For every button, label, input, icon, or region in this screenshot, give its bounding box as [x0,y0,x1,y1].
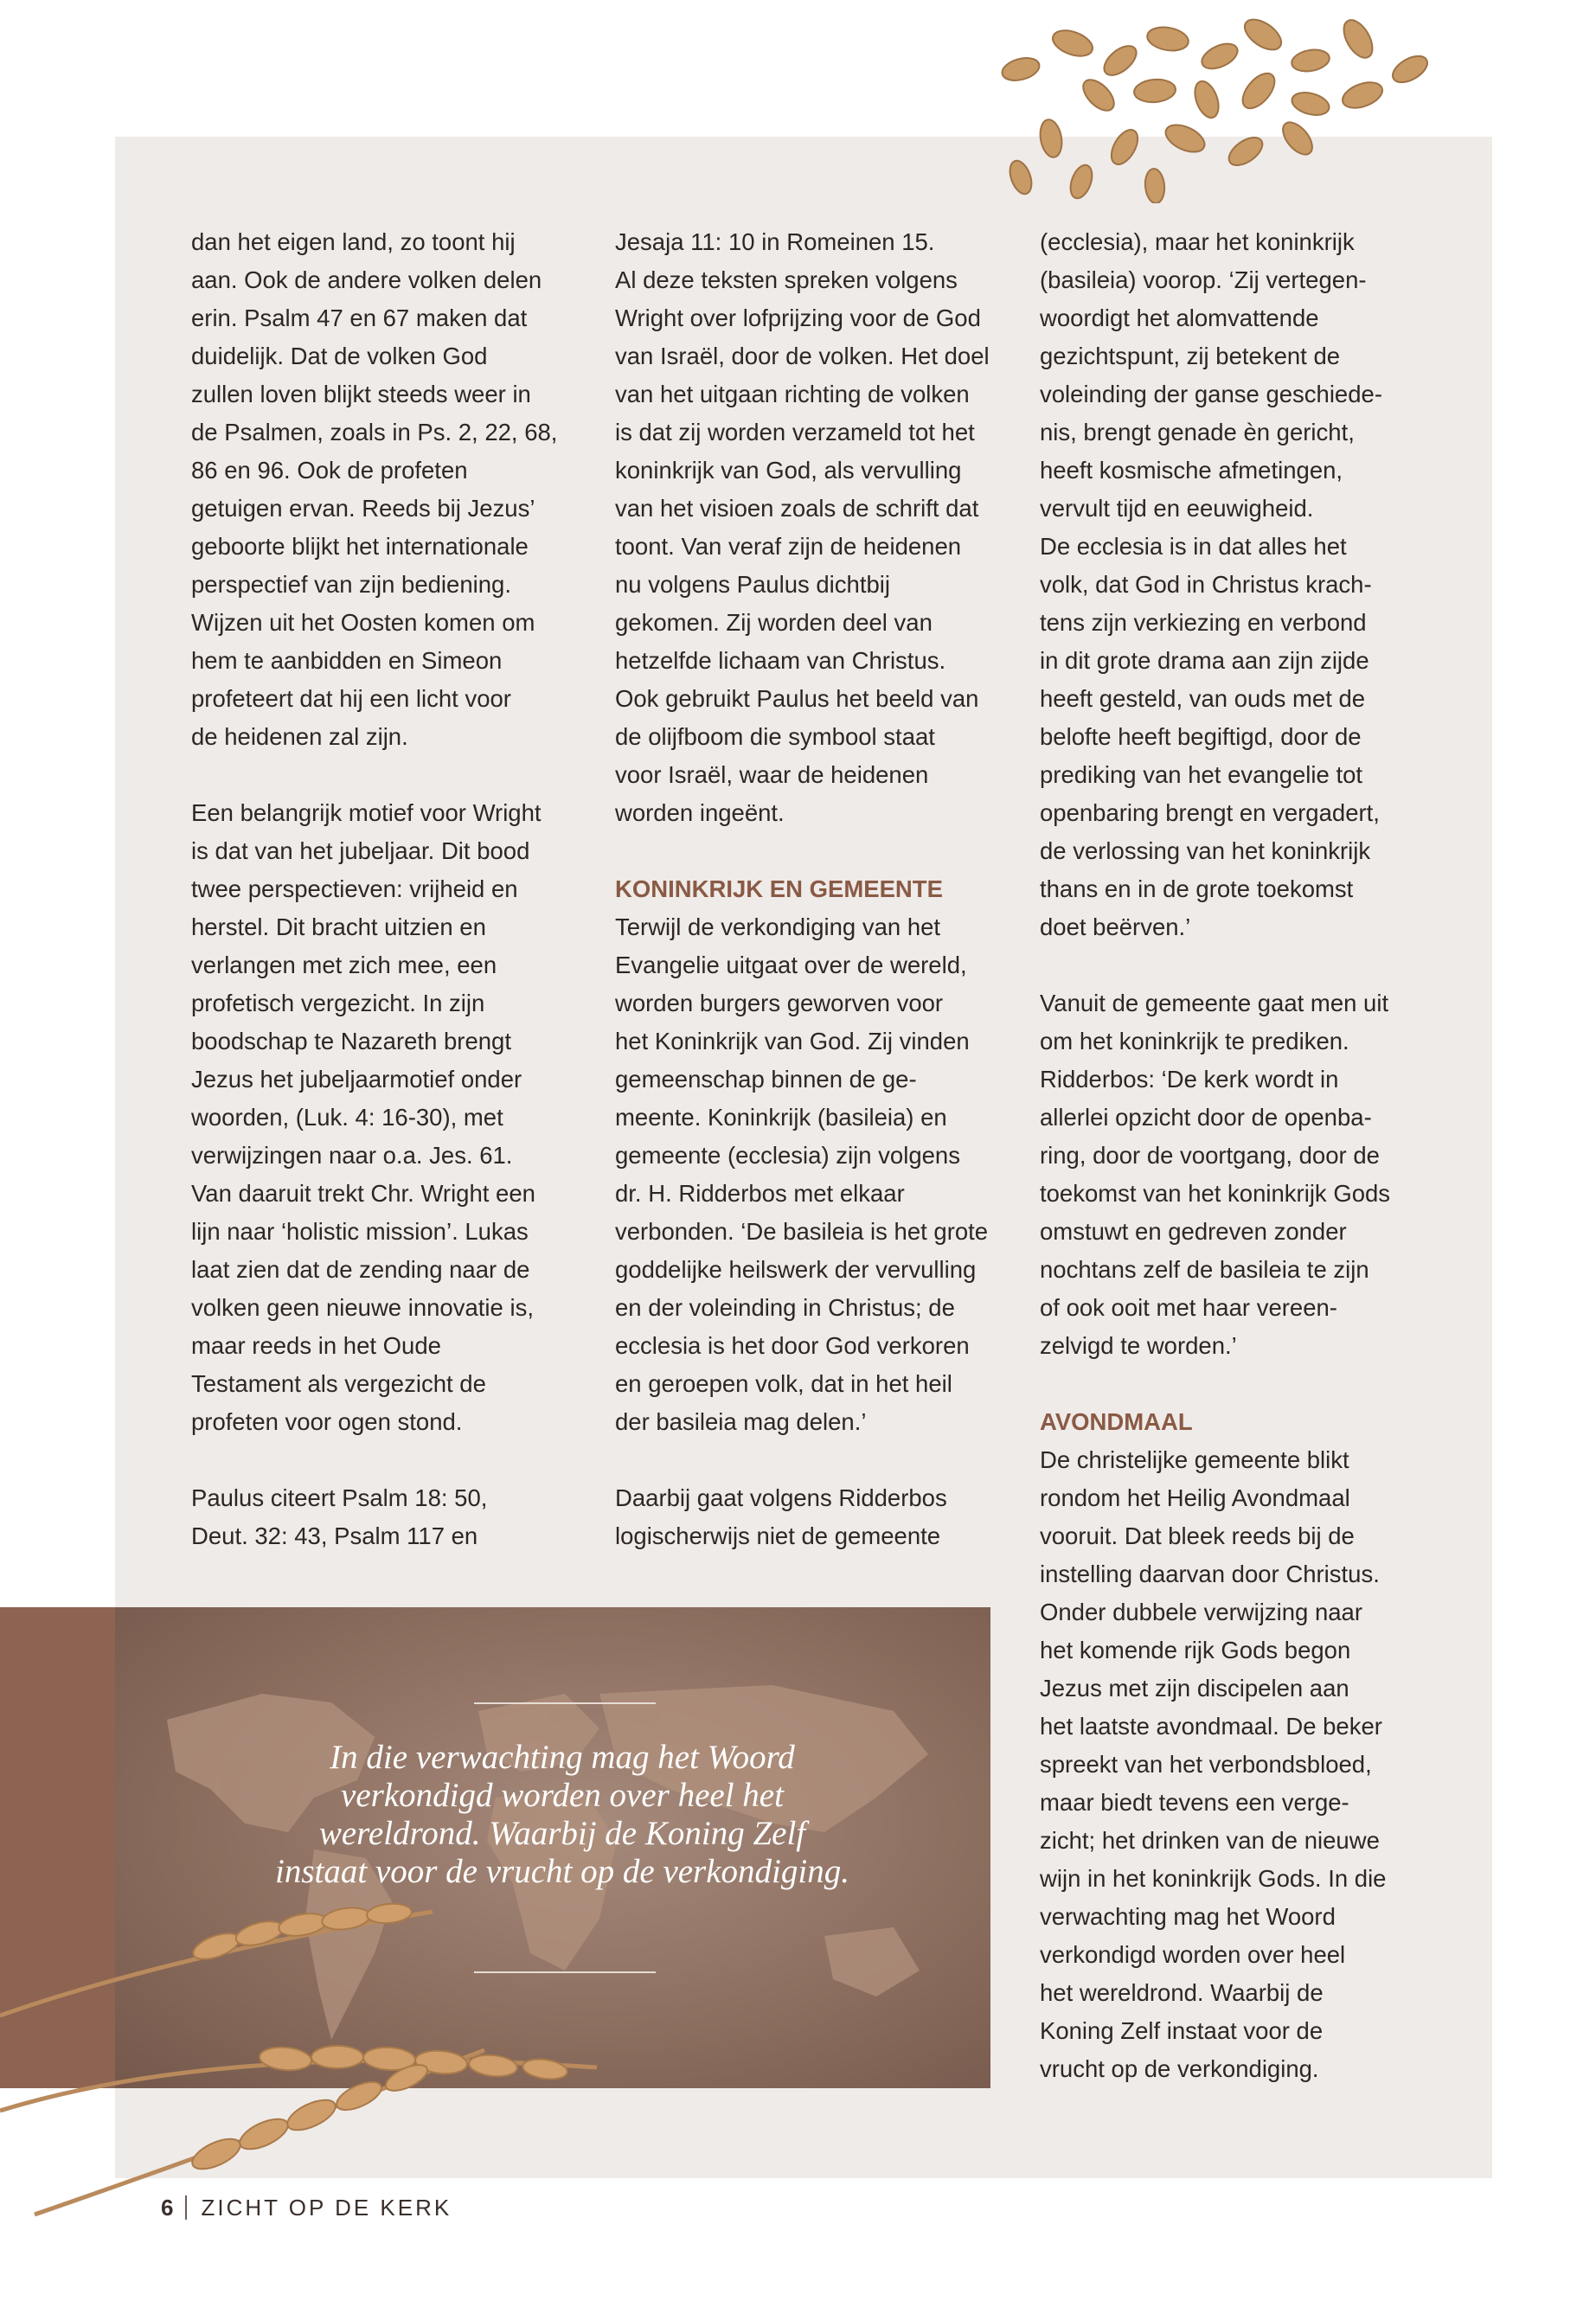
magazine-name: ZICHT OP DE KERK [201,2195,452,2221]
text-line: verwachting mag het Woord [1040,1903,1336,1930]
text-line: geboorte blijkt het internationale [191,533,529,560]
wheat-grains-icon [969,9,1453,203]
footer-separator [185,2195,187,2220]
paragraph-gap [615,1441,1013,1479]
text-line: (ecclesia), maar het koninkrijk [1040,228,1355,255]
text-line: koninkrijk van God, als vervulling [615,457,962,484]
text-line: herstel. Dit bracht uitzien en [191,913,486,940]
text-column-1 [191,223,589,1555]
text-line: De ecclesia is in dat alles het [1040,533,1347,560]
text-line: maar biedt tevens een verge- [1040,1789,1349,1816]
text-line: goddelijke heilswerk der vervulling [615,1256,977,1283]
text-line: Een belangrijk motief voor Wright [191,799,542,826]
text-line: logischerwijs niet de gemeente [615,1522,941,1549]
text-line: toont. Van veraf zijn de heidenen [615,533,962,560]
text-line: hem te aanbidden en Simeon [191,647,503,674]
text-line: worden burgers geworven voor [615,990,944,1016]
text-line: van het uitgaan richting de volken [615,381,970,407]
text-line: omstuwt en gedreven zonder [1040,1218,1347,1245]
text-line: voleinding der ganse geschiede- [1040,381,1382,407]
text-line: het komende rijk Gods begon [1040,1637,1351,1663]
text-line: prediking van het evangelie tot [1040,761,1363,788]
text-line: Daarbij gaat volgens Ridderbos [615,1484,947,1511]
section-heading: AVONDMAAL [1040,1408,1193,1435]
page-number: 6 [161,2195,174,2221]
text-line: meente. Koninkrijk (basileia) en [615,1104,947,1131]
text-line: Terwijl de verkondiging van het [615,913,941,940]
text-line: van Israël, door de volken. Het doel [615,343,990,369]
text-line: tens zijn verkiezing en verbond [1040,609,1367,636]
section-heading: KONINKRIJK EN GEMEENTE [615,875,943,902]
text-line: erin. Psalm 47 en 67 maken dat [191,304,528,331]
quote-rule-top [474,1702,656,1704]
pull-quote-line: verkondigd worden over heel het [341,1777,784,1814]
text-line: woordigt het alomvattende [1040,304,1319,331]
text-line: Vanuit de gemeente gaat men uit [1040,990,1389,1016]
text-line: spreekt van het verbondsbloed, [1040,1751,1372,1778]
text-line: profetisch vergezicht. In zijn [191,990,485,1016]
text-line: verkondigd worden over heel [1040,1941,1346,1968]
text-line: 86 en 96. Ook de profeten [191,457,468,484]
text-line: Koning Zelf instaat voor de [1040,2017,1324,2044]
text-column-3 [1040,223,1438,2088]
text-line: perspectief van zijn bediening. [191,571,511,598]
paragraph-gap [1040,946,1438,984]
text-line: nochtans zelf de basileia te zijn [1040,1256,1369,1283]
text-line: of ook ooit met haar vereen- [1040,1294,1337,1321]
text-line: in dit grote drama aan zijn zijde [1040,647,1369,674]
text-line: zelvigd te worden.’ [1040,1332,1237,1359]
text-line: Ook gebruikt Paulus het beeld van [615,685,979,712]
text-line: hetzelfde lichaam van Christus. [615,647,946,674]
text-line: vooruit. Dat bleek reeds bij de [1040,1522,1355,1549]
text-line: Onder dubbele verwijzing naar [1040,1599,1362,1625]
text-line: gemeenschap binnen de ge- [615,1066,917,1093]
text-line: profeteert dat hij een licht voor [191,685,511,712]
text-line: Van daaruit trekt Chr. Wright een [191,1180,535,1207]
text-line: Jezus het jubeljaarmotief onder [191,1066,522,1093]
text-line: ecclesia is het door God verkoren [615,1332,970,1359]
text-line: de verlossing van het koninkrijk [1040,837,1371,864]
text-line: belofte heeft begiftigd, door de [1040,723,1362,750]
text-line: verwijzingen naar o.a. Jes. 61. [191,1142,513,1169]
text-line: is dat van het jubeljaar. Dit bood [191,837,530,864]
text-line: het Koninkrijk van God. Zij vinden [615,1028,970,1054]
text-line: en geroepen volk, dat in het heil [615,1370,952,1397]
text-line: dr. H. Ridderbos met elkaar [615,1180,905,1207]
text-line: instelling daarvan door Christus. [1040,1561,1380,1587]
text-line: duidelijk. Dat de volken God [191,343,488,369]
text-line: volken geen nieuwe innovatie is, [191,1294,534,1321]
text-line: de olijfboom die symbool staat [615,723,935,750]
text-line: wijn in het koninkrijk Gods. In die [1040,1865,1387,1892]
text-line: volk, dat God in Christus krach- [1040,571,1372,598]
text-line: ring, door de voortgang, door de [1040,1142,1380,1169]
text-line: het wereldrond. Waarbij de [1040,1979,1324,2006]
text-line: woorden, (Luk. 4: 16-30), met [191,1104,503,1131]
text-line: zullen loven blijkt steeds weer in [191,381,531,407]
paragraph-gap [615,832,1013,870]
paragraph-gap [1040,1365,1438,1403]
text-line: dan het eigen land, zo toont hij [191,228,516,255]
text-column-2 [615,223,1013,1555]
text-line: Al deze teksten spreken volgens [615,266,958,293]
text-line: om het koninkrijk te prediken. [1040,1028,1349,1054]
text-line: Wright over lofprijzing voor de God [615,304,981,331]
pull-quote-line: wereldrond. Waarbij de Koning Zelf [318,1815,806,1852]
text-line: De christelijke gemeente blikt [1040,1446,1349,1473]
text-line: Evangelie uitgaat over de wereld, [615,952,967,978]
pull-quote-line: instaat voor de vrucht op de verkondiging. [275,1853,849,1890]
text-line: is dat zij worden verzameld tot het [615,419,975,445]
text-line: profeten voor ogen stond. [191,1408,463,1435]
text-line: gekomen. Zij worden deel van [615,609,933,636]
text-line: nu volgens Paulus dichtbij [615,571,890,598]
text-line: gezichtspunt, zij betekent de [1040,343,1341,369]
page-footer [161,2195,452,2221]
text-line: Ridderbos: ‘De kerk wordt in [1040,1066,1339,1093]
text-line: het laatste avondmaal. De beker [1040,1713,1382,1740]
text-line: voor Israël, waar de heidenen [615,761,929,788]
paragraph-gap [191,756,589,794]
text-line: boodschap te Nazareth brengt [191,1028,511,1054]
text-line: der basileia mag delen.’ [615,1408,867,1435]
text-line: de Psalmen, zoals in Ps. 2, 22, 68, [191,419,558,445]
text-line: verlangen met zich mee, een [191,952,497,978]
text-line: rondom het Heilig Avondmaal [1040,1484,1350,1511]
text-line: openbaring brengt en vergadert, [1040,799,1380,826]
text-line: worden ingeënt. [615,799,785,826]
text-line: getuigen ervan. Reeds bij Jezus’ [191,495,535,522]
text-line: laat zien dat de zending naar de [191,1256,530,1283]
text-line: heeft gesteld, van ouds met de [1040,685,1366,712]
text-line: verbonden. ‘De basileia is het grote [615,1218,989,1245]
text-line: heeft kosmische afmetingen, [1040,457,1343,484]
text-line: Paulus citeert Psalm 18: 50, [191,1484,488,1511]
text-line: Wijzen uit het Oosten komen om [191,609,535,636]
pull-quote-line: In die verwachting mag het Woord [330,1739,795,1776]
text-line: (basileia) voorop. ‘Zij vertegen- [1040,266,1367,293]
text-line: lijn naar ‘holistic mission’. Lukas [191,1218,529,1245]
text-line: toekomst van het koninkrijk Gods [1040,1180,1391,1207]
text-line: doet beërven.’ [1040,913,1191,940]
text-line: de heidenen zal zijn. [191,723,408,750]
text-line: vervult tijd en eeuwigheid. [1040,495,1314,522]
text-line: zicht; het drinken van de nieuwe [1040,1827,1380,1854]
text-line: maar reeds in het Oude [191,1332,441,1359]
text-line: en der voleinding in Christus; de [615,1294,955,1321]
text-line: van het visioen zoals de schrift dat [615,495,979,522]
text-line: allerlei opzicht door de openba- [1040,1104,1372,1131]
text-line: Testament als vergezicht de [191,1370,486,1397]
text-line: twee perspectieven: vrijheid en [191,875,518,902]
text-line: nis, brengt genade èn gericht, [1040,419,1355,445]
paragraph-gap [191,1441,589,1479]
text-line: thans en in de grote toekomst [1040,875,1354,902]
text-line: gemeente (ecclesia) zijn volgens [615,1142,960,1169]
text-line: Jezus met zijn discipelen aan [1040,1675,1349,1702]
text-line: aan. Ook de andere volken delen [191,266,542,293]
text-line: Deut. 32: 43, Psalm 117 en [191,1522,478,1549]
text-line: vrucht op de verkondiging. [1040,2055,1319,2082]
text-line: Jesaja 11: 10 in Romeinen 15. [615,228,935,255]
